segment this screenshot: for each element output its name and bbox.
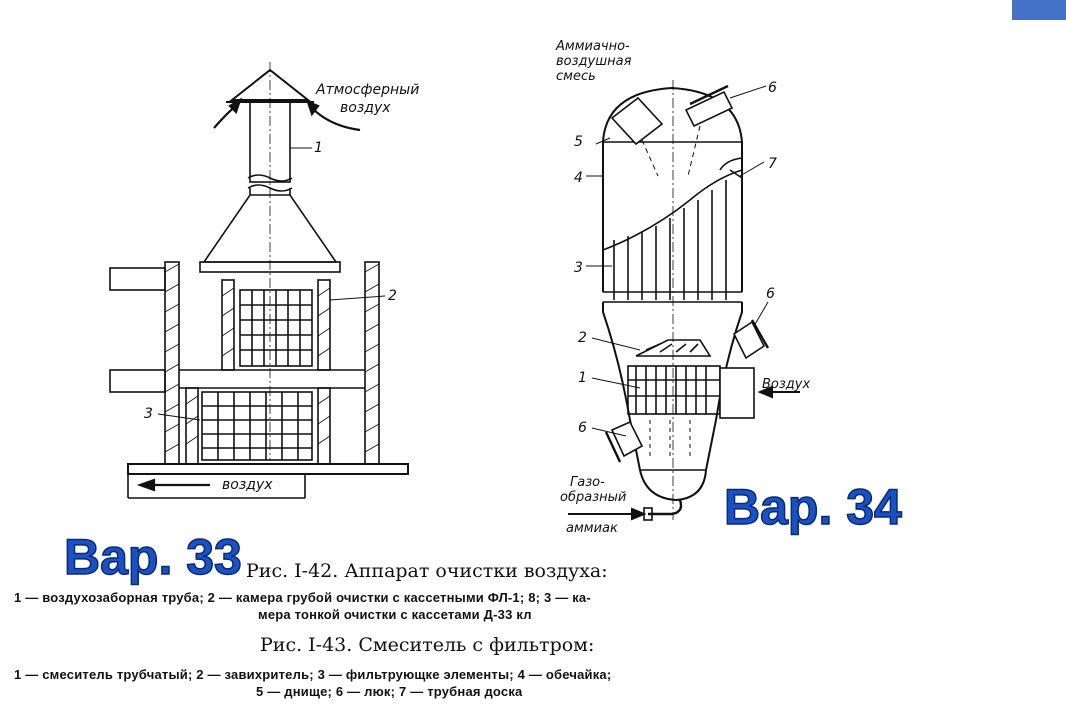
fig42-caption-title: Рис. I-42. Аппарат очистки воздуха: [246,560,608,582]
fig43-caption-line2: 5 — днище; 6 — люк; 7 — трубная доска [256,684,523,699]
variant-34-label: Вар. 34 [724,479,902,535]
label-num-4: 4 [574,170,583,186]
label-num-2: 2 [578,330,587,346]
fig43-caption-line1: 1 — смеситель трубчатый; 2 — завихритель; 3 — фильтрующке элементы; 4 — обечайка; [14,667,612,682]
arrow-out [140,480,154,490]
label-gas-1: Газо- [570,475,605,490]
variant-33-label: Вар. 33 [64,529,242,585]
label-num-5: 5 [574,134,583,150]
label-gas-3: аммиак [566,521,618,536]
label-num-2: 2 [388,288,397,304]
label-num-3: 3 [144,406,153,422]
label-num-6-lower: 6 [578,420,587,436]
fig42-hatching [165,264,379,452]
label-mix-3: смесь [556,69,596,84]
arrow-ammonia-in [632,509,644,519]
label-num-6-side: 6 [766,286,775,302]
label-mix-2: воздушная [556,54,632,69]
label-num-3: 3 [574,260,583,276]
fig43-drawing [586,80,768,520]
label-air-out: воздух [222,477,273,493]
fig42-caption-line1: 1 — воздухозаборная труба; 2 — камера грубой очистки с кассетными ФЛ-1; 8; 3 — ка- [14,590,591,605]
fig42-caption-line2: мера тонкой очистки с кассетами Д-33 кл [258,607,532,622]
label-mix-1: Аммиачно- [556,39,630,54]
label-num-6-top: 6 [768,80,777,96]
label-atm-air-1: Атмосферный [316,82,420,98]
label-num-1: 1 [578,370,587,386]
label-num-7: 7 [768,156,777,172]
label-atm-air-2: воздух [340,100,391,116]
label-air: Воздух [762,377,811,392]
fig43-labels [555,39,810,536]
label-gas-2: образный [560,490,627,505]
fig42-drawing [110,62,408,498]
fig43-caption-title: Рис. I-43. Смеситель с фильтром: [260,634,595,656]
label-num-1: 1 [314,140,323,156]
